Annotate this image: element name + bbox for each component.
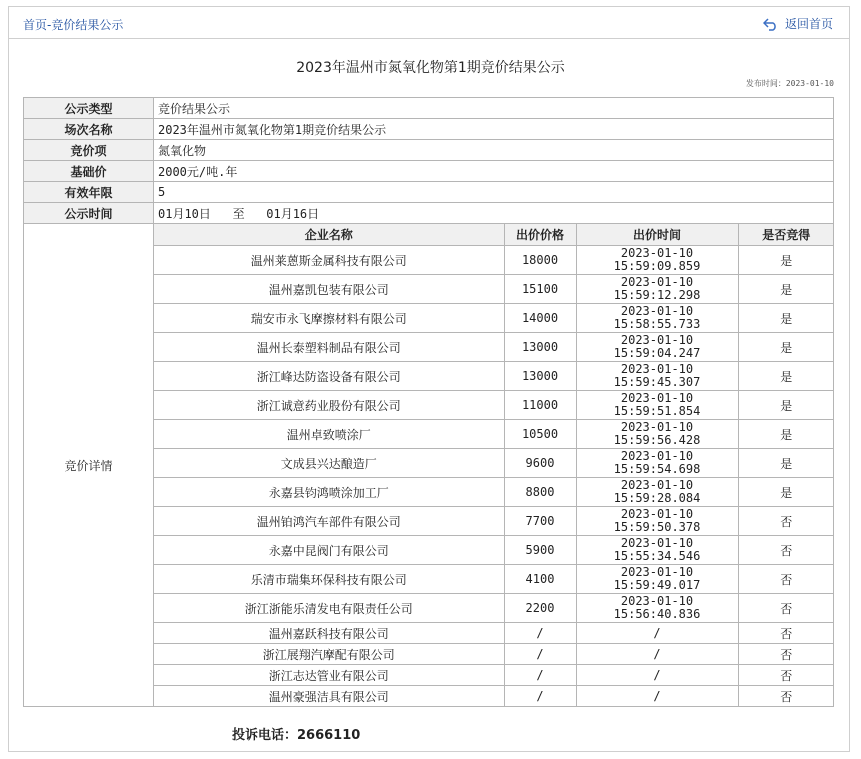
header-won: 是否竞得 [738, 224, 834, 246]
bid-date: / [653, 646, 661, 661]
bid-price: 14000 [504, 304, 576, 333]
bid-company: 瑞安市永飞摩擦材料有限公司 [154, 304, 504, 333]
bid-time [576, 594, 738, 623]
result-table [23, 97, 834, 707]
bid-company: 浙江展翔汽摩配有限公司 [154, 644, 504, 665]
bid-time [576, 565, 738, 594]
bid-row [154, 565, 834, 594]
bid-row [154, 507, 834, 536]
back-home-label: 返回首页 [784, 17, 833, 31]
bid-date: 2023-01-10 [620, 478, 694, 492]
bid-won: 否 [738, 536, 834, 565]
type-label: 公示类型 [24, 98, 154, 119]
bid-clock: 15:59:50.378 [613, 520, 701, 534]
bid-row [154, 623, 834, 644]
bid-won: 否 [738, 644, 834, 665]
info-row-item [24, 140, 834, 161]
bid-company: 浙江浙能乐清发电有限责任公司 [154, 594, 504, 623]
info-row-base [24, 161, 834, 182]
bid-company: 温州嘉凯包装有限公司 [154, 275, 504, 304]
bid-company: 浙江诚意药业股份有限公司 [154, 391, 504, 420]
item-value: 氮氧化物 [154, 140, 834, 161]
bid-date: 2023-01-10 [620, 275, 694, 289]
bid-row [154, 246, 834, 275]
bid-time [576, 536, 738, 565]
bid-company: 温州嘉跃科技有限公司 [154, 623, 504, 644]
session-value: 2023年温州市氮氧化物第1期竞价结果公示 [154, 119, 834, 140]
bids-table [154, 224, 834, 706]
bid-clock: 15:58:55.733 [613, 317, 701, 331]
bid-won: 否 [738, 594, 834, 623]
bid-won: 否 [738, 507, 834, 536]
bid-clock: 15:59:56.428 [613, 433, 701, 447]
bid-won: 否 [738, 686, 834, 707]
item-label: 竞价项 [24, 140, 154, 161]
bid-price: 5900 [504, 536, 576, 565]
bid-row [154, 333, 834, 362]
bid-row [154, 478, 834, 507]
bid-won: 是 [738, 362, 834, 391]
bid-price: 11000 [504, 391, 576, 420]
bid-row [154, 449, 834, 478]
bid-won: 是 [738, 246, 834, 275]
bid-date: 2023-01-10 [620, 420, 694, 434]
bid-price: 2200 [504, 594, 576, 623]
bid-won: 否 [738, 565, 834, 594]
bid-date: 2023-01-10 [620, 391, 694, 405]
bid-time [576, 686, 738, 707]
years-value: 5 [154, 182, 834, 203]
bid-won: 否 [738, 623, 834, 644]
bid-clock: 15:59:12.298 [613, 288, 701, 302]
years-label: 有效年限 [24, 182, 154, 203]
bid-row [154, 686, 834, 707]
bid-won: 是 [738, 449, 834, 478]
breadcrumb[interactable]: 首页-竞价结果公示 [23, 18, 124, 32]
bid-price: 15100 [504, 275, 576, 304]
bid-clock: 15:59:45.307 [613, 375, 701, 389]
bid-company: 浙江志达管业有限公司 [154, 665, 504, 686]
bid-price: / [504, 665, 576, 686]
bid-won: 是 [738, 478, 834, 507]
bid-clock: 15:59:49.017 [613, 578, 701, 592]
base-price-value: 2000元/吨.年 [154, 161, 834, 182]
bid-time [576, 644, 738, 665]
bid-time [576, 665, 738, 686]
header-company: 企业名称 [154, 224, 504, 246]
bid-clock: 15:59:51.854 [613, 404, 701, 418]
bid-row [154, 275, 834, 304]
bid-price: 4100 [504, 565, 576, 594]
bid-row [154, 665, 834, 686]
bid-time [576, 391, 738, 420]
info-row-years [24, 182, 834, 203]
bid-row [154, 420, 834, 449]
bid-company: 温州莱蒽斯金属科技有限公司 [154, 246, 504, 275]
bid-row [154, 391, 834, 420]
bid-company: 乐清市瑞集环保科技有限公司 [154, 565, 504, 594]
complaint-phone: 投诉电话：2666110 [232, 728, 361, 743]
bid-date: 2023-01-10 [620, 362, 694, 376]
period-value: 01月10日 至 01月16日 [154, 203, 834, 224]
bid-row [154, 594, 834, 623]
bid-won: 是 [738, 275, 834, 304]
bid-clock: 15:55:34.546 [613, 549, 701, 563]
top-bar [8, 6, 850, 39]
bid-time [576, 275, 738, 304]
base-price-label: 基础价 [24, 161, 154, 182]
bid-won: 是 [738, 304, 834, 333]
bid-price: 13000 [504, 333, 576, 362]
bid-date: / [653, 688, 661, 703]
bid-price: 9600 [504, 449, 576, 478]
back-home-button[interactable] [763, 15, 833, 32]
bid-company: 永嘉县钧鸿喷涂加工厂 [154, 478, 504, 507]
period-label: 公示时间 [24, 203, 154, 224]
bid-clock: 15:56:40.836 [613, 607, 701, 621]
bid-time [576, 507, 738, 536]
bid-date: 2023-01-10 [620, 565, 694, 579]
bid-time [576, 362, 738, 391]
bid-time [576, 333, 738, 362]
bid-won: 是 [738, 391, 834, 420]
bid-date: 2023-01-10 [620, 449, 694, 463]
bid-company: 温州铂鸿汽车部件有限公司 [154, 507, 504, 536]
bid-time [576, 246, 738, 275]
detail-label: 竞价详情 [24, 224, 154, 707]
bid-price: / [504, 623, 576, 644]
bid-time [576, 478, 738, 507]
bid-row [154, 536, 834, 565]
publish-date: 发布时间：2023-01-10 [745, 79, 834, 88]
bid-price: 8800 [504, 478, 576, 507]
info-row-period [24, 203, 834, 224]
bid-price: / [504, 686, 576, 707]
bid-row [154, 304, 834, 333]
bid-company: 温州豪强洁具有限公司 [154, 686, 504, 707]
bid-price: 7700 [504, 507, 576, 536]
bid-date: 2023-01-10 [620, 333, 694, 347]
bid-price: 18000 [504, 246, 576, 275]
bid-date: / [653, 667, 661, 682]
header-time: 出价时间 [576, 224, 738, 246]
bid-company: 永嘉中昆阀门有限公司 [154, 536, 504, 565]
bid-date: 2023-01-10 [620, 536, 694, 550]
detail-cell [154, 224, 834, 707]
bid-row [154, 362, 834, 391]
info-row-type [24, 98, 834, 119]
bid-time [576, 420, 738, 449]
bid-price: 13000 [504, 362, 576, 391]
bid-clock: 15:59:09.859 [613, 259, 701, 273]
bid-price: 10500 [504, 420, 576, 449]
bid-row [154, 644, 834, 665]
bid-won: 是 [738, 333, 834, 362]
info-row-session [24, 119, 834, 140]
header-price: 出价价格 [504, 224, 576, 246]
info-row-detail [24, 224, 834, 707]
bid-company: 温州长泰塑料制品有限公司 [154, 333, 504, 362]
bid-clock: 15:59:04.247 [613, 346, 701, 360]
bid-date: 2023-01-10 [620, 507, 694, 521]
type-value: 竞价结果公示 [154, 98, 834, 119]
page-title: 2023年温州市氮氧化物第1期竞价结果公示 [296, 60, 565, 76]
bids-header-row [154, 224, 834, 246]
bid-time [576, 623, 738, 644]
bid-time [576, 449, 738, 478]
bid-won: 是 [738, 420, 834, 449]
bid-price: / [504, 644, 576, 665]
bid-clock: 15:59:28.084 [613, 491, 701, 505]
bid-company: 温州卓致喷涂厂 [154, 420, 504, 449]
bid-time [576, 304, 738, 333]
bid-clock: 15:59:54.698 [613, 462, 701, 476]
bid-company: 文成县兴达酿造厂 [154, 449, 504, 478]
bid-date: 2023-01-10 [620, 594, 694, 608]
bid-date: / [653, 625, 661, 640]
bid-company: 浙江峰达防盗设备有限公司 [154, 362, 504, 391]
session-label: 场次名称 [24, 119, 154, 140]
return-arrow-icon [763, 17, 779, 31]
bid-won: 否 [738, 665, 834, 686]
bid-date: 2023-01-10 [620, 304, 694, 318]
bid-date: 2023-01-10 [620, 246, 694, 260]
